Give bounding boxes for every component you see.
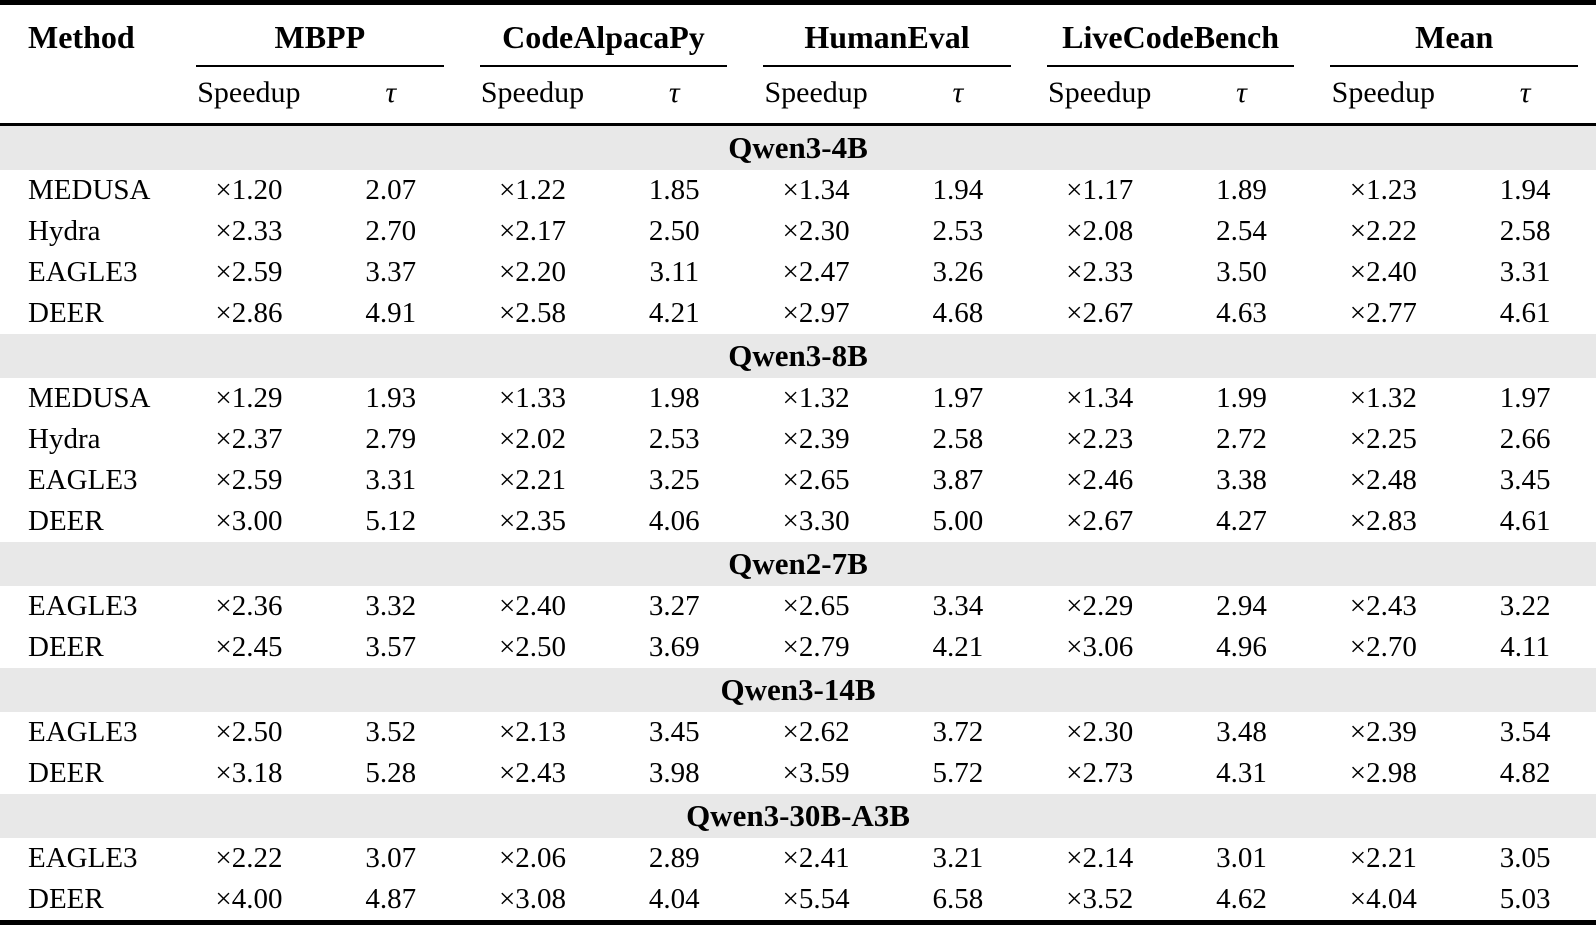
speedup-cell: ×2.98 xyxy=(1349,757,1417,789)
tau-cell: 1.94 xyxy=(1499,174,1551,206)
group-label: Mean xyxy=(1330,19,1578,67)
tau-cell: 2.54 xyxy=(1216,215,1267,247)
tau-cell: 2.50 xyxy=(648,215,700,247)
tau-cell: 1.93 xyxy=(365,382,417,414)
group-label: MBPP xyxy=(196,19,444,67)
tau-cell: 3.98 xyxy=(648,757,700,789)
tau-cell: 1.94 xyxy=(932,174,984,206)
speedup-cell: ×1.32 xyxy=(1349,382,1417,414)
method-cell: MEDUSA xyxy=(28,382,151,414)
table-row xyxy=(0,501,1596,542)
tau-cell: 3.25 xyxy=(648,464,700,496)
tau-cell: 1.97 xyxy=(1499,382,1551,414)
tau-cell: 2.53 xyxy=(932,215,984,247)
speedup-cell: ×2.43 xyxy=(1349,590,1417,622)
subheader-tau: τ xyxy=(320,67,462,125)
group-header-codealpacapy xyxy=(462,3,746,68)
tau-cell: 6.58 xyxy=(932,883,984,915)
table-row xyxy=(0,419,1596,460)
tau-cell: 5.72 xyxy=(932,757,984,789)
subheader-speedup: Speedup xyxy=(745,67,887,125)
section-header-row xyxy=(0,794,1596,838)
speedup-cell: ×3.08 xyxy=(498,883,567,915)
section-model-label: Qwen3-30B-A3B xyxy=(0,794,1596,838)
speedup-cell: ×2.35 xyxy=(498,505,567,537)
method-cell: EAGLE3 xyxy=(28,256,138,288)
subheader-tau: τ xyxy=(603,67,745,125)
speedup-cell: ×2.47 xyxy=(782,256,850,288)
speedup-cell: ×3.06 xyxy=(1066,631,1134,663)
group-header-mbpp xyxy=(178,3,462,68)
tau-cell: 2.70 xyxy=(365,215,417,247)
tau-cell: 2.66 xyxy=(1499,423,1551,455)
tau-cell: 3.50 xyxy=(1216,256,1267,288)
tau-cell: 3.21 xyxy=(932,842,984,874)
group-header-mean xyxy=(1312,3,1596,68)
method-cell: DEER xyxy=(28,505,104,537)
method-cell: DEER xyxy=(28,631,104,663)
table-row xyxy=(0,753,1596,794)
speedup-cell: ×2.13 xyxy=(498,716,567,748)
group-header-row xyxy=(0,3,1596,68)
subheader-speedup: Speedup xyxy=(462,67,604,125)
section-header-row xyxy=(0,542,1596,586)
speedup-cell: ×2.29 xyxy=(1066,590,1134,622)
tau-cell: 1.97 xyxy=(932,382,984,414)
speedup-cell: ×2.02 xyxy=(498,423,567,455)
speedup-cell: ×2.79 xyxy=(782,631,850,663)
tau-cell: 4.11 xyxy=(1500,631,1550,663)
tau-cell: 2.94 xyxy=(1216,590,1267,622)
tau-cell: 2.53 xyxy=(648,423,700,455)
group-label: HumanEval xyxy=(763,19,1011,67)
tau-cell: 3.48 xyxy=(1216,716,1267,748)
method-cell: Hydra xyxy=(28,215,101,247)
method-cell: EAGLE3 xyxy=(28,590,138,622)
table-row xyxy=(0,252,1596,293)
tau-cell: 2.58 xyxy=(932,423,984,455)
subheader-tau: τ xyxy=(887,67,1029,125)
table-row xyxy=(0,378,1596,419)
speedup-cell: ×3.18 xyxy=(215,757,283,789)
section-header-row xyxy=(0,668,1596,712)
speedup-cell: ×2.50 xyxy=(498,631,567,663)
method-cell: MEDUSA xyxy=(28,174,151,206)
method-cell: EAGLE3 xyxy=(28,716,138,748)
tau-cell: 5.28 xyxy=(365,757,417,789)
speedup-cell: ×3.30 xyxy=(782,505,850,537)
tau-cell: 4.82 xyxy=(1499,757,1551,789)
speedup-cell: ×5.54 xyxy=(782,883,850,915)
method-cell: DEER xyxy=(28,883,104,915)
table-body xyxy=(0,125,1596,923)
method-cell: EAGLE3 xyxy=(28,842,138,874)
section-model-label: Qwen2-7B xyxy=(0,542,1596,586)
speedup-cell: ×2.33 xyxy=(1066,256,1134,288)
speedup-cell: ×2.30 xyxy=(782,215,850,247)
method-cell: DEER xyxy=(28,297,104,329)
method-cell: EAGLE3 xyxy=(28,464,138,496)
subheader-tau: τ xyxy=(1454,67,1596,125)
section-header-row xyxy=(0,334,1596,378)
speedup-cell: ×2.40 xyxy=(1349,256,1417,288)
tau-cell: 4.21 xyxy=(648,297,700,329)
speedup-cell: ×1.22 xyxy=(498,174,567,206)
section-model-label: Qwen3-8B xyxy=(0,334,1596,378)
tau-cell: 3.38 xyxy=(1216,464,1267,496)
tau-cell: 1.85 xyxy=(648,174,700,206)
speedup-cell: ×2.06 xyxy=(498,842,567,874)
speedup-cell: ×2.46 xyxy=(1066,464,1134,496)
tau-cell: 2.58 xyxy=(1499,215,1551,247)
table-row xyxy=(0,293,1596,334)
speedup-cell: ×2.08 xyxy=(1066,215,1134,247)
speedup-cell: ×2.33 xyxy=(215,215,283,247)
speedup-cell: ×4.04 xyxy=(1349,883,1417,915)
tau-cell: 5.00 xyxy=(932,505,984,537)
tau-cell: 3.26 xyxy=(932,256,984,288)
speedup-cell: ×2.70 xyxy=(1349,631,1417,663)
speedup-cell: ×2.86 xyxy=(215,297,283,329)
tau-cell: 3.72 xyxy=(932,716,984,748)
speedup-cell: ×1.33 xyxy=(498,382,567,414)
speedup-cell: ×2.41 xyxy=(782,842,850,874)
method-column-header: Method xyxy=(0,3,178,125)
table-row xyxy=(0,838,1596,879)
tau-cell: 1.99 xyxy=(1216,382,1267,414)
group-header-livecodebench xyxy=(1029,3,1313,68)
tau-cell: 3.22 xyxy=(1499,590,1551,622)
tau-cell: 3.69 xyxy=(648,631,700,663)
speedup-cell: ×2.67 xyxy=(1066,505,1134,537)
tau-cell: 4.31 xyxy=(1216,757,1267,789)
tau-cell: 3.32 xyxy=(365,590,417,622)
speedup-cell: ×2.45 xyxy=(215,631,283,663)
speedup-cell: ×2.73 xyxy=(1066,757,1134,789)
tau-cell: 4.06 xyxy=(648,505,700,537)
tau-cell: 2.07 xyxy=(365,174,417,206)
speedup-cell: ×2.22 xyxy=(215,842,283,874)
subheader-speedup: Speedup xyxy=(1312,67,1454,125)
section-model-label: Qwen3-4B xyxy=(0,125,1596,171)
table-header xyxy=(0,3,1596,125)
tau-cell: 3.31 xyxy=(1499,256,1551,288)
tau-cell: 3.31 xyxy=(365,464,417,496)
speedup-cell: ×2.39 xyxy=(782,423,850,455)
speedup-cell: ×2.65 xyxy=(782,590,850,622)
speedup-cell: ×2.30 xyxy=(1066,716,1134,748)
speedup-cell: ×1.20 xyxy=(215,174,283,206)
speedup-cell: ×2.48 xyxy=(1349,464,1417,496)
tau-cell: 3.87 xyxy=(932,464,984,496)
speedup-cell: ×2.39 xyxy=(1349,716,1417,748)
tau-cell: 1.98 xyxy=(648,382,700,414)
tau-cell: 4.21 xyxy=(932,631,984,663)
method-cell: Hydra xyxy=(28,423,101,455)
tau-cell: 4.27 xyxy=(1216,505,1267,537)
tau-cell: 3.45 xyxy=(648,716,700,748)
speedup-cell: ×2.62 xyxy=(782,716,850,748)
speedup-cell: ×1.17 xyxy=(1066,174,1134,206)
speedup-cell: ×2.21 xyxy=(1349,842,1417,874)
tau-cell: 2.89 xyxy=(648,842,700,874)
speedup-cell: ×2.36 xyxy=(215,590,283,622)
speedup-cell: ×2.22 xyxy=(1349,215,1417,247)
table-row xyxy=(0,586,1596,627)
speedup-cell: ×1.29 xyxy=(215,382,283,414)
speedup-cell: ×2.67 xyxy=(1066,297,1134,329)
table-row xyxy=(0,879,1596,923)
tau-cell: 4.68 xyxy=(932,297,984,329)
section-header-row xyxy=(0,125,1596,171)
tau-cell: 3.52 xyxy=(365,716,417,748)
tau-cell: 5.03 xyxy=(1499,883,1551,915)
table-row xyxy=(0,460,1596,501)
speedup-cell: ×2.83 xyxy=(1349,505,1417,537)
speedup-cell: ×1.34 xyxy=(1066,382,1134,414)
tau-cell: 4.91 xyxy=(365,297,417,329)
tau-cell: 2.79 xyxy=(365,423,417,455)
table-row xyxy=(0,170,1596,211)
speedup-cell: ×3.00 xyxy=(215,505,283,537)
tau-cell: 3.57 xyxy=(365,631,417,663)
speedup-cell: ×1.32 xyxy=(782,382,850,414)
tau-cell: 3.01 xyxy=(1216,842,1267,874)
speedup-cell: ×2.50 xyxy=(215,716,283,748)
speedup-cell: ×1.23 xyxy=(1349,174,1417,206)
speedup-cell: ×2.20 xyxy=(498,256,567,288)
tau-cell: 3.54 xyxy=(1499,716,1551,748)
speedup-cell: ×3.59 xyxy=(782,757,850,789)
speedup-cell: ×2.40 xyxy=(498,590,567,622)
speedup-cell: ×2.14 xyxy=(1066,842,1134,874)
group-label: CodeAlpacaPy xyxy=(480,19,728,67)
speedup-cell: ×2.37 xyxy=(215,423,283,455)
tau-cell: 4.61 xyxy=(1499,297,1551,329)
speedup-cell: ×2.17 xyxy=(498,215,567,247)
speedup-cell: ×2.77 xyxy=(1349,297,1417,329)
tau-cell: 3.37 xyxy=(365,256,417,288)
tau-cell: 1.89 xyxy=(1216,174,1267,206)
table-row xyxy=(0,211,1596,252)
tau-cell: 3.05 xyxy=(1499,842,1551,874)
speedup-cell: ×2.23 xyxy=(1066,423,1134,455)
subheader-speedup: Speedup xyxy=(178,67,320,125)
speedup-cell: ×2.59 xyxy=(215,256,283,288)
speedup-cell: ×2.25 xyxy=(1349,423,1417,455)
speedup-cell: ×1.34 xyxy=(782,174,850,206)
tau-cell: 4.87 xyxy=(365,883,417,915)
tau-cell: 3.11 xyxy=(649,256,700,288)
group-header-humaneval xyxy=(745,3,1029,68)
subheader-speedup: Speedup xyxy=(1029,67,1171,125)
tau-cell: 4.62 xyxy=(1216,883,1267,915)
speedup-cell: ×2.21 xyxy=(498,464,567,496)
tau-cell: 4.96 xyxy=(1216,631,1267,663)
speedup-cell: ×2.43 xyxy=(498,757,567,789)
table-row xyxy=(0,712,1596,753)
subheader-row xyxy=(0,67,1596,125)
speedup-cell: ×2.58 xyxy=(498,297,567,329)
tau-cell: 4.63 xyxy=(1216,297,1267,329)
speedup-cell: ×2.65 xyxy=(782,464,850,496)
tau-cell: 4.04 xyxy=(648,883,700,915)
tau-cell: 2.72 xyxy=(1216,423,1267,455)
speedup-cell: ×3.52 xyxy=(1066,883,1134,915)
group-label: LiveCodeBench xyxy=(1047,19,1295,67)
method-cell: DEER xyxy=(28,757,104,789)
subheader-tau: τ xyxy=(1171,67,1313,125)
tau-cell: 3.27 xyxy=(648,590,700,622)
speedup-cell: ×4.00 xyxy=(215,883,283,915)
speedup-cell: ×2.97 xyxy=(782,297,850,329)
section-model-label: Qwen3-14B xyxy=(0,668,1596,712)
tau-cell: 3.07 xyxy=(365,842,417,874)
table-row xyxy=(0,627,1596,668)
tau-cell: 3.34 xyxy=(932,590,984,622)
tau-cell: 5.12 xyxy=(365,505,417,537)
tau-cell: 3.45 xyxy=(1499,464,1551,496)
speedup-cell: ×2.59 xyxy=(215,464,283,496)
tau-cell: 4.61 xyxy=(1499,505,1551,537)
